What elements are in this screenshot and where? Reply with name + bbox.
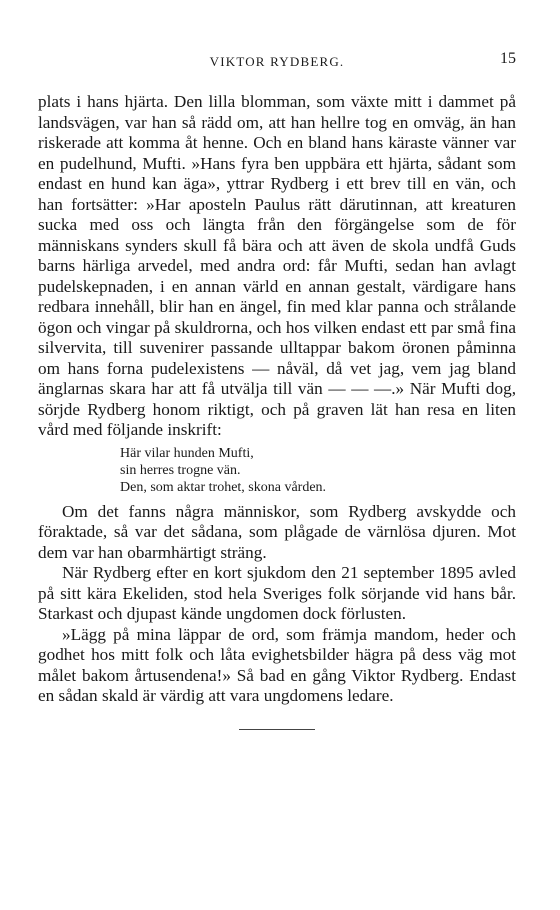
page-number: 15 xyxy=(500,50,516,67)
inscription-line-2: sin herres trogne vän. xyxy=(120,462,241,478)
paragraph-1: plats i hans hjärta. Den lilla blomman, som växte mitt i dammet på landsvägen, var han så rädd om, att han hellre tog en omväg, än han riskerade att komma åt henne. Och en bland hans käraste vänner var en pudelhund, Mufti. »Hans fyra ben uppbära ett hjärta, sådant som endast en hund kan äga», yttrar Rydberg i ett brev till en vän, och han fortsätter: »Har aposteln Paulus rätt därutinnan, att kreaturen sucka med oss och längta från den förgängelse som de för människans synders skull få bära och att även de skola undfå Guds barns härliga arvedel, med andra ord: får Mufti, sedan han avlagt pudelskepnaden, i en annan värld en annan gestalt, värdigare hans redbara innehåll, blir han en ängel, fin med klar panna och strålande ögon och vingar på skuldrorna, och hos vilken endast ett par små fina silvervita, till suvenirer passande ulltappar bakom öronen påminna om hans forna pudelexistens — nåväl, då vet jag, vem jag bland änglarnas skara har att få utvälja till vän — — —.» När Mufti dog, sörjde Rydberg honom riktigt, och på graven lät han resa en liten vård med följande inskrift: xyxy=(38,92,516,439)
end-rule xyxy=(239,729,315,730)
page-header xyxy=(38,50,516,72)
paragraph-3: När Rydberg efter en kort sjukdom den 21 september 1895 avled på sitt kära Ekeliden, stod hela Sveriges folk sörjande vid hans bår. Starkast och djupast kände ungdomen dock förlusten. xyxy=(38,563,516,623)
book-page xyxy=(38,50,516,730)
inscription xyxy=(120,445,516,496)
body-text xyxy=(38,92,516,707)
paragraph-4: »Lägg på mina läppar de ord, som främja mandom, heder och godhet hos mitt folk och låta evighetsbilder hägra på dess väg mot målet bakom årtusendena!» Så bad en gång Viktor Rydberg. Endast en sådan skald är värdig att vara ungdomens ledare. xyxy=(38,624,516,705)
paragraph-2: Om det fanns några människor, som Rydberg avskydde och föraktade, så var det sådana, som plågade de värnlösa djuren. Mot dem var han obarmhärtigt sträng. xyxy=(38,501,516,562)
inscription-line-3: Den, som aktar trohet, skona vården. xyxy=(120,479,327,495)
inscription-line-1: Här vilar hunden Mufti, xyxy=(120,445,254,461)
running-head: VIKTOR RYDBERG. xyxy=(209,54,345,69)
